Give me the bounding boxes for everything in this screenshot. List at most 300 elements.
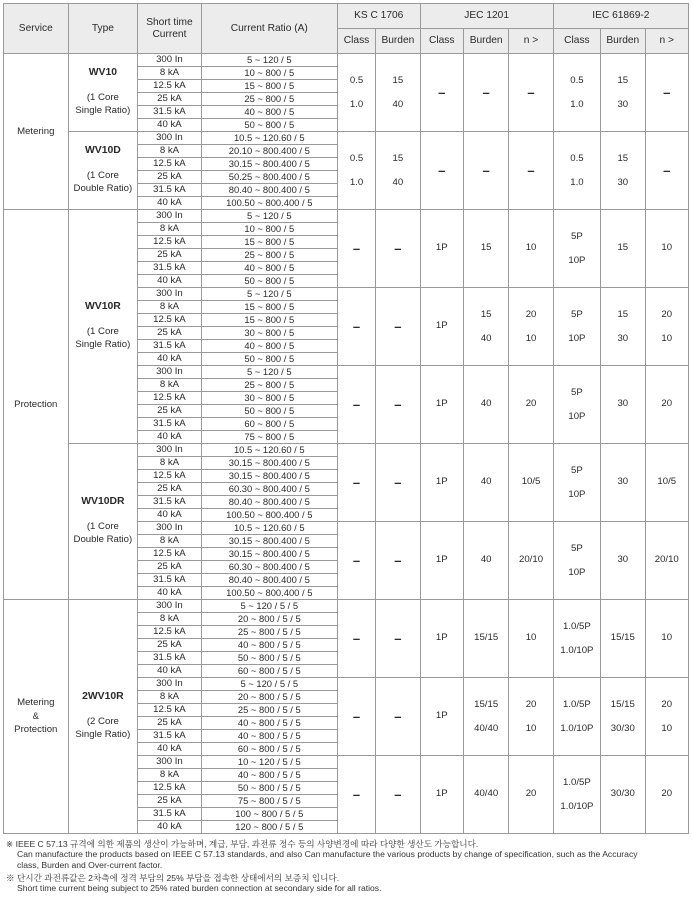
type-cell-wv10 bbox=[68, 54, 138, 132]
type-core: (1 Core bbox=[86, 520, 119, 532]
spec-iec-class bbox=[553, 678, 600, 756]
type-name: WV10D bbox=[84, 144, 121, 156]
short-time-current: 12.5 kA bbox=[138, 470, 202, 483]
spec-jec-burden bbox=[463, 522, 508, 600]
short-time-current: 8 kA bbox=[138, 223, 202, 236]
current-ratio: 10 ~ 800 / 5 bbox=[201, 223, 337, 236]
spec-value: 20 bbox=[661, 398, 673, 410]
current-ratio: 60 ~ 800 / 5 bbox=[201, 418, 337, 431]
short-time-current: 300 In bbox=[138, 132, 202, 145]
current-ratio: 25 ~ 800 / 5 / 5 bbox=[201, 704, 337, 717]
short-time-current: 300 In bbox=[138, 678, 202, 691]
current-ratio: 20.10 ~ 800.400 / 5 bbox=[201, 145, 337, 158]
spec-value: 10 bbox=[661, 242, 673, 254]
spec-value: – bbox=[352, 786, 361, 802]
current-ratio: 60 ~ 800 / 5 / 5 bbox=[201, 743, 337, 756]
type-name: WV10R bbox=[84, 300, 121, 312]
spec-iec-n bbox=[645, 444, 689, 522]
service-cell-protection: Protection bbox=[4, 210, 69, 600]
current-ratio: 75 ~ 800 / 5 bbox=[201, 431, 337, 444]
current-ratio: 10.5 ~ 120.60 / 5 bbox=[201, 444, 337, 457]
spec-value: 0.5 bbox=[349, 152, 364, 164]
header-short-time-current: Short time Current bbox=[138, 4, 202, 54]
short-time-current: 25 kA bbox=[138, 717, 202, 730]
spec-jec-class bbox=[420, 678, 463, 756]
spec-value: – bbox=[527, 84, 535, 100]
current-ratio: 10.5 ~ 120.60 / 5 bbox=[201, 132, 337, 145]
table-row bbox=[4, 54, 689, 67]
spec-value: 15 bbox=[480, 308, 492, 320]
short-time-current: 12.5 kA bbox=[138, 548, 202, 561]
short-time-current: 300 In bbox=[138, 366, 202, 379]
spec-jec-class bbox=[420, 54, 463, 132]
spec-value: 0.5 bbox=[349, 74, 364, 86]
spec-value: 1.0 bbox=[570, 98, 584, 110]
footnote-1-english-line2: class, Burden and Over-current factor. bbox=[17, 859, 163, 870]
spec-value: 1.0/5P bbox=[563, 698, 591, 710]
current-ratio: 100 ~ 800 / 5 / 5 bbox=[201, 808, 337, 821]
type-cell-wv10d bbox=[68, 132, 138, 210]
spec-ks-burden bbox=[376, 54, 420, 132]
current-ratio: 80.40 ~ 800.400 / 5 bbox=[201, 184, 337, 197]
spec-value: 1.0/10P bbox=[560, 800, 594, 812]
spec-value: 40 bbox=[480, 476, 492, 488]
spec-ks-burden bbox=[376, 600, 420, 678]
spec-ks-burden bbox=[376, 444, 420, 522]
spec-value: 30 bbox=[617, 98, 629, 110]
spec-value: 1P bbox=[435, 242, 448, 254]
service-label-line: & bbox=[32, 710, 39, 722]
spec-value: – bbox=[438, 162, 446, 178]
short-time-current: 40 kA bbox=[138, 665, 202, 678]
short-time-current: 40 kA bbox=[138, 119, 202, 132]
spec-jec-n bbox=[509, 54, 553, 132]
footnote-1 bbox=[6, 839, 688, 870]
short-time-current: 25 kA bbox=[138, 249, 202, 262]
current-ratio: 15 ~ 800 / 5 bbox=[201, 236, 337, 249]
spec-value: 10P bbox=[568, 566, 586, 578]
spec-value: – bbox=[352, 630, 361, 646]
current-ratio: 50.25 ~ 800.400 / 5 bbox=[201, 171, 337, 184]
current-ratio: 30.15 ~ 800.400 / 5 bbox=[201, 158, 337, 171]
spec-jec-burden bbox=[463, 366, 508, 444]
short-time-current: 300 In bbox=[138, 288, 202, 301]
spec-ks-class bbox=[337, 678, 375, 756]
short-time-current: 31.5 kA bbox=[138, 496, 202, 509]
spec-jec-burden bbox=[463, 132, 508, 210]
spec-value: 40 bbox=[480, 332, 492, 344]
spec-jec-burden bbox=[463, 444, 508, 522]
current-ratio: 30 ~ 800 / 5 bbox=[201, 327, 337, 340]
spec-value: 20 bbox=[661, 308, 673, 320]
spec-value: 15/15 bbox=[474, 698, 499, 710]
current-ratio: 5 ~ 120 / 5 bbox=[201, 366, 337, 379]
current-ratio: 30.15 ~ 800.400 / 5 bbox=[201, 470, 337, 483]
short-time-current: 25 kA bbox=[138, 171, 202, 184]
spec-jec-burden bbox=[463, 600, 508, 678]
spec-value: 20 bbox=[525, 398, 537, 410]
type-name: WV10 bbox=[88, 66, 117, 78]
spec-jec-n bbox=[509, 288, 553, 366]
spec-value: 1P bbox=[435, 788, 448, 800]
spec-value: 30 bbox=[617, 332, 629, 344]
current-ratio: 5 ~ 120 / 5 bbox=[201, 210, 337, 223]
spec-jec-class bbox=[420, 288, 463, 366]
spec-iec-n bbox=[645, 132, 689, 210]
header-iec-burden: Burden bbox=[601, 29, 645, 54]
spec-value: – bbox=[352, 318, 361, 334]
spec-iec-class bbox=[553, 756, 600, 834]
spec-value: 1P bbox=[435, 554, 448, 566]
short-time-current: 8 kA bbox=[138, 145, 202, 158]
short-time-current: 300 In bbox=[138, 756, 202, 769]
short-time-current: 40 kA bbox=[138, 821, 202, 834]
spec-table-body bbox=[4, 54, 689, 834]
spec-value: – bbox=[352, 240, 361, 256]
type-name: 2WV10R bbox=[82, 690, 124, 702]
spec-value: 5P bbox=[571, 308, 583, 320]
spec-jec-n bbox=[509, 600, 553, 678]
spec-value: – bbox=[394, 318, 402, 334]
spec-value: 0.5 bbox=[570, 74, 584, 86]
spec-iec-burden bbox=[601, 288, 645, 366]
spec-value: 15 bbox=[617, 308, 629, 320]
current-ratio: 100.50 ~ 800.400 / 5 bbox=[201, 587, 337, 600]
short-time-current: 25 kA bbox=[138, 93, 202, 106]
current-ratio: 30.15 ~ 800.400 / 5 bbox=[201, 535, 337, 548]
spec-value: 30/30 bbox=[610, 788, 635, 800]
spec-value: – bbox=[352, 708, 361, 724]
spec-value: 30/30 bbox=[610, 722, 635, 734]
header-iec-n: n > bbox=[645, 29, 689, 54]
spec-iec-burden bbox=[601, 756, 645, 834]
header-type: Type bbox=[68, 4, 138, 54]
spec-value: 10P bbox=[568, 254, 586, 266]
service-cell-metering-protection bbox=[4, 600, 69, 834]
spec-value: 5P bbox=[571, 542, 583, 554]
current-ratio: 10.5 ~ 120.60 / 5 bbox=[201, 522, 337, 535]
spec-value: 15 bbox=[617, 242, 629, 254]
spec-value: 30 bbox=[617, 176, 629, 188]
footnote-2 bbox=[6, 873, 688, 894]
spec-iec-burden bbox=[601, 522, 645, 600]
spec-value: – bbox=[394, 630, 402, 646]
spec-iec-n bbox=[645, 600, 689, 678]
current-ratio: 120 ~ 800 / 5 / 5 bbox=[201, 821, 337, 834]
short-time-current: 12.5 kA bbox=[138, 158, 202, 171]
header-ks-burden: Burden bbox=[376, 29, 420, 54]
spec-jec-burden bbox=[463, 54, 508, 132]
short-time-current: 31.5 kA bbox=[138, 106, 202, 119]
spec-value: 1P bbox=[435, 710, 448, 722]
spec-value: 15/15 bbox=[610, 698, 635, 710]
short-time-current: 31.5 kA bbox=[138, 730, 202, 743]
spec-value: – bbox=[394, 708, 402, 724]
spec-value: 10 bbox=[525, 332, 537, 344]
table-row bbox=[4, 600, 689, 613]
type-core: (1 Core bbox=[86, 325, 119, 337]
short-time-current: 31.5 kA bbox=[138, 652, 202, 665]
type-cell-wv10r bbox=[68, 210, 138, 444]
spec-value: – bbox=[394, 396, 402, 412]
spec-ks-class bbox=[337, 522, 375, 600]
spec-value: 10 bbox=[661, 632, 673, 644]
spec-value: 0.5 bbox=[570, 152, 584, 164]
spec-value: 1.0/5P bbox=[563, 620, 591, 632]
footnotes bbox=[6, 839, 688, 897]
footnote-2-korean: ※ 단시간 과전류값은 2차측에 정격 부담의 25% 부담을 접속한 상태에서의 보증치 입니다. bbox=[6, 872, 340, 883]
short-time-current: 31.5 kA bbox=[138, 418, 202, 431]
spec-value: – bbox=[527, 162, 535, 178]
current-ratio: 15 ~ 800 / 5 bbox=[201, 80, 337, 93]
current-ratio: 40 ~ 800 / 5 bbox=[201, 262, 337, 275]
header-ksc1706: KS C 1706 bbox=[337, 4, 420, 29]
spec-jec-n bbox=[509, 444, 553, 522]
spec-value: 5P bbox=[571, 386, 583, 398]
short-time-current: 12.5 kA bbox=[138, 392, 202, 405]
current-ratio: 5 ~ 120 / 5 / 5 bbox=[201, 678, 337, 691]
current-ratio: 25 ~ 800 / 5 bbox=[201, 93, 337, 106]
spec-value: 40 bbox=[392, 176, 404, 188]
header-iec61869: IEC 61869-2 bbox=[553, 4, 688, 29]
current-ratio: 5 ~ 120 / 5 / 5 bbox=[201, 600, 337, 613]
header-ks-class: Class bbox=[337, 29, 375, 54]
spec-ks-class bbox=[337, 366, 375, 444]
spec-jec-class bbox=[420, 600, 463, 678]
type-cell-wv10dr bbox=[68, 444, 138, 600]
spec-value: 20 bbox=[661, 788, 673, 800]
spec-value: 5P bbox=[571, 230, 583, 242]
spec-value: 15/15 bbox=[474, 632, 499, 644]
spec-iec-burden bbox=[601, 444, 645, 522]
short-time-current: 300 In bbox=[138, 522, 202, 535]
spec-value: 10 bbox=[661, 332, 673, 344]
current-ratio: 25 ~ 800 / 5 bbox=[201, 379, 337, 392]
type-cell-2wv10r bbox=[68, 600, 138, 834]
header-jec-n: n > bbox=[509, 29, 553, 54]
spec-ks-class bbox=[337, 444, 375, 522]
spec-value: 1P bbox=[435, 632, 448, 644]
spec-value: 10P bbox=[568, 410, 586, 422]
current-ratio: 5 ~ 120 / 5 bbox=[201, 54, 337, 67]
spec-jec-n bbox=[509, 132, 553, 210]
short-time-current: 25 kA bbox=[138, 483, 202, 496]
spec-value: 20 bbox=[661, 698, 673, 710]
table-row bbox=[4, 132, 689, 145]
current-ratio: 50 ~ 800 / 5 bbox=[201, 353, 337, 366]
spec-jec-burden bbox=[463, 756, 508, 834]
type-core: (1 Core bbox=[86, 169, 119, 181]
spec-ks-class bbox=[337, 756, 375, 834]
spec-ks-burden bbox=[376, 132, 420, 210]
short-time-current: 8 kA bbox=[138, 67, 202, 80]
short-time-current: 300 In bbox=[138, 54, 202, 67]
spec-jec-class bbox=[420, 132, 463, 210]
spec-value: 15 bbox=[392, 152, 404, 164]
short-time-current: 300 In bbox=[138, 444, 202, 457]
spec-value: 20 bbox=[525, 308, 537, 320]
type-name: WV10DR bbox=[81, 495, 125, 507]
spec-value: 30 bbox=[617, 554, 629, 566]
spec-jec-n bbox=[509, 522, 553, 600]
spec-ks-burden bbox=[376, 678, 420, 756]
current-ratio: 10 ~ 120 / 5 / 5 bbox=[201, 756, 337, 769]
spec-value: – bbox=[482, 162, 490, 178]
spec-value: 10/5 bbox=[657, 476, 677, 488]
type-ratio: Double Ratio) bbox=[73, 534, 133, 546]
spec-iec-n bbox=[645, 210, 689, 288]
short-time-current: 25 kA bbox=[138, 639, 202, 652]
service-label-line: Protection bbox=[14, 724, 58, 736]
spec-jec-n bbox=[509, 678, 553, 756]
current-ratio: 50 ~ 800 / 5 bbox=[201, 119, 337, 132]
spec-value: – bbox=[394, 240, 402, 256]
spec-iec-n bbox=[645, 522, 689, 600]
current-ratio: 100.50 ~ 800.400 / 5 bbox=[201, 509, 337, 522]
spec-value: 15/15 bbox=[610, 632, 635, 644]
spec-iec-class bbox=[553, 444, 600, 522]
spec-value: 1.0/10P bbox=[560, 644, 594, 656]
spec-value: 10P bbox=[568, 488, 586, 500]
ct-spec-table bbox=[3, 3, 689, 834]
current-ratio: 5 ~ 120 / 5 bbox=[201, 288, 337, 301]
spec-iec-burden bbox=[601, 678, 645, 756]
spec-value: 20/10 bbox=[519, 554, 544, 566]
spec-iec-burden bbox=[601, 54, 645, 132]
spec-iec-burden bbox=[601, 210, 645, 288]
spec-value: 15 bbox=[617, 152, 629, 164]
short-time-current: 12.5 kA bbox=[138, 626, 202, 639]
footnote-1-english-line1: Can manufacture the products based on IEEE C 57.13 standards, and also Can manufacture the various products by change of specification, such as the Accuracy bbox=[17, 849, 638, 860]
spec-iec-class bbox=[553, 210, 600, 288]
header-service: Service bbox=[4, 4, 69, 54]
spec-iec-n bbox=[645, 366, 689, 444]
spec-value: 40/40 bbox=[474, 788, 499, 800]
current-ratio: 60.30 ~ 800.400 / 5 bbox=[201, 561, 337, 574]
spec-value: 40 bbox=[480, 398, 492, 410]
short-time-current: 40 kA bbox=[138, 197, 202, 210]
spec-iec-class bbox=[553, 288, 600, 366]
type-ratio: Single Ratio) bbox=[75, 339, 131, 351]
short-time-current: 25 kA bbox=[138, 405, 202, 418]
short-time-current: 40 kA bbox=[138, 509, 202, 522]
current-ratio: 40 ~ 800 / 5 bbox=[201, 340, 337, 353]
header-jec1201: JEC 1201 bbox=[420, 4, 553, 29]
short-time-current: 12.5 kA bbox=[138, 236, 202, 249]
current-ratio: 60.30 ~ 800.400 / 5 bbox=[201, 483, 337, 496]
current-ratio: 50 ~ 800 / 5 / 5 bbox=[201, 782, 337, 795]
spec-jec-burden bbox=[463, 210, 508, 288]
spec-ks-burden bbox=[376, 756, 420, 834]
type-ratio: Double Ratio) bbox=[73, 183, 133, 195]
spec-iec-n bbox=[645, 288, 689, 366]
short-time-current: 31.5 kA bbox=[138, 262, 202, 275]
spec-value: – bbox=[663, 162, 671, 178]
short-time-current: 25 kA bbox=[138, 561, 202, 574]
short-time-current: 8 kA bbox=[138, 301, 202, 314]
spec-value: 10 bbox=[525, 722, 537, 734]
table-row bbox=[4, 444, 689, 457]
short-time-current: 12.5 kA bbox=[138, 782, 202, 795]
current-ratio: 15 ~ 800 / 5 bbox=[201, 314, 337, 327]
spec-value: 10P bbox=[568, 332, 586, 344]
current-ratio: 10 ~ 800 / 5 bbox=[201, 67, 337, 80]
current-ratio: 40 ~ 800 / 5 / 5 bbox=[201, 769, 337, 782]
current-ratio: 25 ~ 800 / 5 bbox=[201, 249, 337, 262]
short-time-current: 40 kA bbox=[138, 275, 202, 288]
spec-jec-n bbox=[509, 756, 553, 834]
current-ratio: 40 ~ 800 / 5 / 5 bbox=[201, 730, 337, 743]
spec-iec-n bbox=[645, 678, 689, 756]
short-time-current: 31.5 kA bbox=[138, 574, 202, 587]
spec-jec-class bbox=[420, 210, 463, 288]
spec-jec-burden bbox=[463, 288, 508, 366]
current-ratio: 50 ~ 800 / 5 bbox=[201, 275, 337, 288]
spec-iec-class bbox=[553, 366, 600, 444]
spec-value: 1P bbox=[435, 476, 448, 488]
short-time-current: 12.5 kA bbox=[138, 314, 202, 327]
spec-jec-n bbox=[509, 366, 553, 444]
spec-value: 40 bbox=[392, 98, 404, 110]
spec-iec-class bbox=[553, 132, 600, 210]
spec-ks-burden bbox=[376, 210, 420, 288]
spec-jec-burden bbox=[463, 678, 508, 756]
spec-value: 1P bbox=[435, 320, 448, 332]
spec-jec-class bbox=[420, 444, 463, 522]
service-label-line: Metering bbox=[17, 696, 55, 708]
spec-iec-burden bbox=[601, 366, 645, 444]
spec-value: 1.0 bbox=[349, 98, 364, 110]
short-time-current: 8 kA bbox=[138, 613, 202, 626]
type-core: (1 Core bbox=[86, 91, 119, 103]
current-ratio: 100.50 ~ 800.400 / 5 bbox=[201, 197, 337, 210]
spec-iec-class bbox=[553, 522, 600, 600]
short-time-current: 12.5 kA bbox=[138, 704, 202, 717]
short-time-current: 25 kA bbox=[138, 795, 202, 808]
current-ratio: 75 ~ 800 / 5 / 5 bbox=[201, 795, 337, 808]
spec-value: 15 bbox=[480, 242, 492, 254]
short-time-current: 8 kA bbox=[138, 457, 202, 470]
current-ratio: 20 ~ 800 / 5 / 5 bbox=[201, 691, 337, 704]
spec-iec-class bbox=[553, 54, 600, 132]
spec-value: – bbox=[438, 84, 446, 100]
type-ratio: Single Ratio) bbox=[75, 105, 131, 117]
spec-value: – bbox=[394, 552, 402, 568]
spec-ks-burden bbox=[376, 366, 420, 444]
current-ratio: 80.40 ~ 800.400 / 5 bbox=[201, 574, 337, 587]
current-ratio: 40 ~ 800 / 5 bbox=[201, 106, 337, 119]
spec-value: – bbox=[663, 84, 671, 100]
spec-value: 20/10 bbox=[654, 554, 679, 566]
spec-ks-class bbox=[337, 132, 375, 210]
spec-value: 1P bbox=[435, 398, 448, 410]
spec-value: 10 bbox=[525, 632, 537, 644]
short-time-current: 31.5 kA bbox=[138, 340, 202, 353]
spec-iec-class bbox=[553, 600, 600, 678]
current-ratio: 30 ~ 800 / 5 bbox=[201, 392, 337, 405]
short-time-current: 300 In bbox=[138, 210, 202, 223]
short-time-current: 25 kA bbox=[138, 327, 202, 340]
current-ratio: 50 ~ 800 / 5 / 5 bbox=[201, 652, 337, 665]
spec-jec-n bbox=[509, 210, 553, 288]
spec-iec-n bbox=[645, 756, 689, 834]
current-ratio: 30.15 ~ 800.400 / 5 bbox=[201, 457, 337, 470]
header-jec-class: Class bbox=[420, 29, 463, 54]
spec-value: 5P bbox=[571, 464, 583, 476]
spec-value: 1.0 bbox=[570, 176, 584, 188]
spec-value: 15 bbox=[617, 74, 629, 86]
current-ratio: 30.15 ~ 800.400 / 5 bbox=[201, 548, 337, 561]
